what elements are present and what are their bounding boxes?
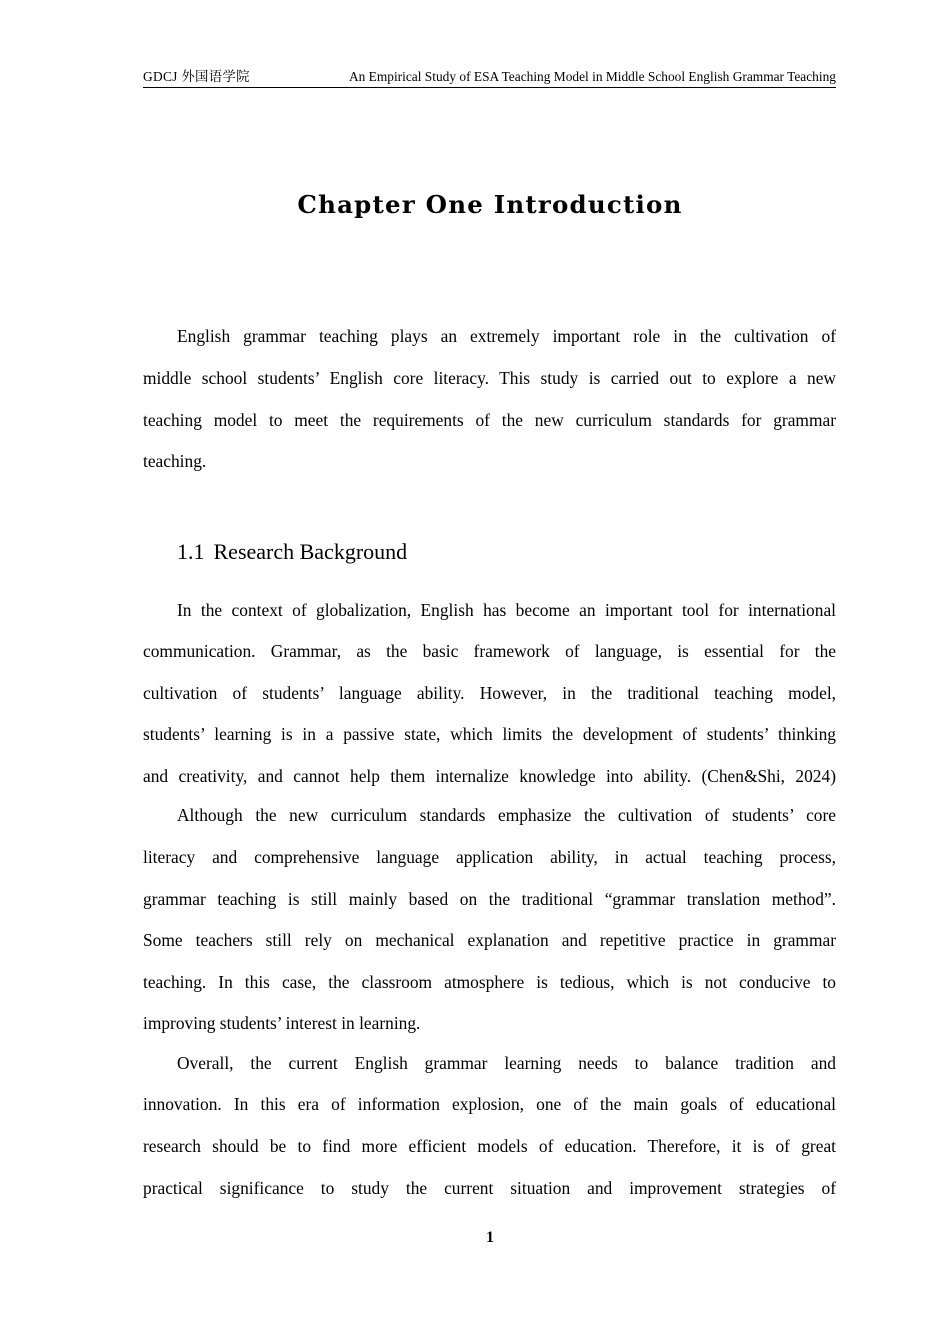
chapter-title: Chapter One Introduction — [297, 190, 683, 219]
text-line: teaching. In this case, the classroom atmosphere is tedious, which is not conducive to — [143, 972, 836, 992]
text-line: Some teachers still rely on mechanical explanation and repetitive practice in grammar — [143, 930, 836, 950]
text-line: cultivation of students’ language ability. However, in the traditional teaching model, — [143, 683, 836, 703]
text-line: students’ learning is in a passive state, which limits the development of students’ thinking — [143, 724, 836, 744]
text-line: English grammar teaching plays an extremely important role in the cultivation of — [177, 326, 836, 346]
text-line: research should be to find more efficient models of education. Therefore, it is of great — [143, 1136, 836, 1156]
text-line: Overall, the current English grammar learning needs to balance tradition and — [177, 1053, 836, 1073]
text-line: In the context of globalization, English has become an important tool for international — [177, 600, 836, 620]
text-line: improving students’ interest in learning. — [143, 1013, 421, 1033]
text-line: middle school students’ English core literacy. This study is carried out to explore a new — [143, 368, 836, 388]
text-line: literacy and comprehensive language application ability, in actual teaching process, — [143, 847, 836, 867]
section-heading — [177, 539, 407, 565]
text-line: teaching model to meet the requirements of the new curriculum standards for grammar — [143, 410, 836, 430]
text-line: innovation. In this era of information explosion, one of the main goals of educational — [143, 1094, 836, 1114]
header-institution: GDCJ 外国语学院 — [143, 69, 250, 84]
page-number: 1 — [486, 1229, 494, 1246]
text-line: Although the new curriculum standards emphasize the cultivation of students’ core — [177, 805, 836, 825]
section-number: 1.1 — [177, 539, 205, 564]
text-line: communication. Grammar, as the basic framework of language, is essential for the — [143, 641, 836, 661]
text-line: teaching. — [143, 451, 207, 471]
text-line: practical significance to study the current situation and improvement strategies of — [143, 1178, 836, 1198]
header-thesis-title: An Empirical Study of ESA Teaching Model in Middle School English Grammar Teaching — [348, 69, 836, 84]
text-line: and creativity, and cannot help them internalize knowledge into ability. (Chen&Shi, 2024) — [143, 766, 836, 786]
section-title: Research Background — [213, 539, 408, 564]
running-header — [143, 68, 836, 88]
text-line: grammar teaching is still mainly based on the traditional “grammar translation method”. — [143, 889, 836, 909]
